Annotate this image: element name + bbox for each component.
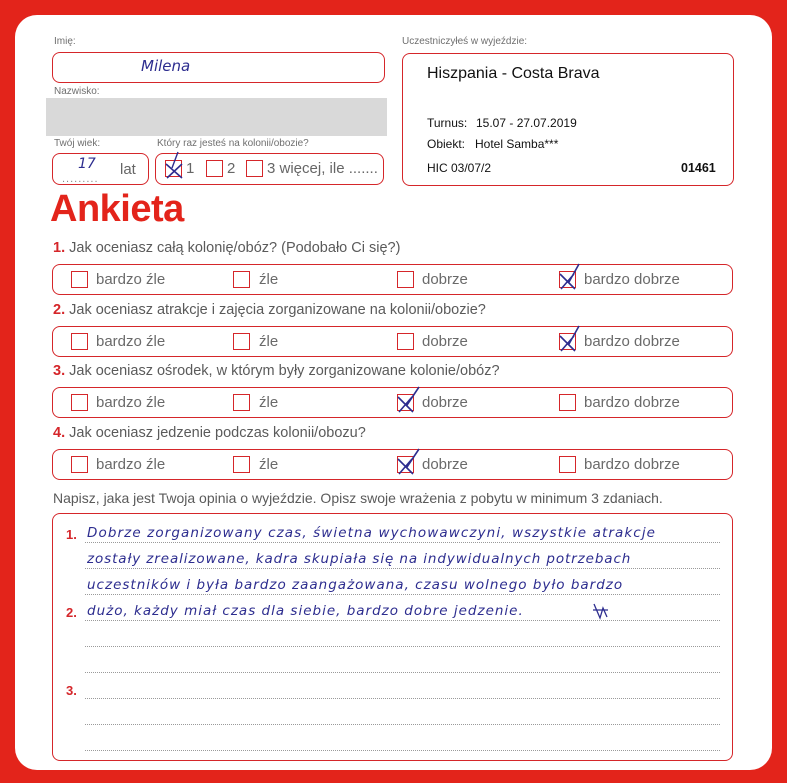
q3-option-bardzo-zle: bardzo źle (96, 394, 166, 411)
trip-destination: Hiszpania - Costa Brava (427, 65, 600, 82)
scribble-mark (591, 600, 611, 620)
q4-option-bardzo-dobrze: bardzo dobrze (584, 456, 680, 473)
question-1: 1. Jak oceniasz całą kolonię/obóz? (Podobało Ci się?) (53, 240, 401, 256)
trip-code: HIC 03/07/2 (427, 161, 492, 175)
ktory-raz-label: Który raz jesteś na kolonii/obozie? (157, 138, 309, 149)
turnus-value: 15.07 - 27.07.2019 (476, 116, 577, 130)
obiekt-value: Hotel Samba*** (475, 137, 559, 151)
q2-option-bardzo-zle: bardzo źle (96, 333, 166, 350)
writing-line (85, 724, 720, 725)
imie-field[interactable] (52, 52, 385, 83)
q2-option-zle: źle (259, 333, 279, 350)
obiekt-label: Obiekt: (427, 137, 466, 151)
q1-option-dobrze: dobrze (422, 271, 468, 288)
writing-line (85, 620, 720, 621)
nazwisko-label: Nazwisko: (54, 86, 100, 97)
q4-checkbox-bardzo-dobrze[interactable] (559, 456, 576, 473)
question-4: 4. Jak oceniasz jedzenie podczas kolonii/obozu? (53, 425, 366, 441)
handwritten-line-4: dużo, każdy miał czas dla siebie, bardzo dobre jedzenie. (87, 603, 524, 619)
question-4-options (52, 449, 733, 480)
q1-option-bardzo-dobrze: bardzo dobrze (584, 271, 680, 288)
writing-line (85, 568, 720, 569)
wiek-unit: lat (120, 161, 136, 178)
q2-option-bardzo-dobrze: bardzo dobrze (584, 333, 680, 350)
question-2-options (52, 326, 733, 357)
nazwisko-redaction (46, 98, 387, 136)
q1-checkbox-zle[interactable] (233, 271, 250, 288)
q3-checkbox-bardzo-dobrze[interactable] (559, 394, 576, 411)
uczestniczyles-label: Uczestniczyłeś w wyjeździe: (402, 36, 528, 47)
wiek-field[interactable] (52, 153, 149, 185)
writing-line (85, 594, 720, 595)
q3-checkbox-zle[interactable] (233, 394, 250, 411)
q3-option-bardzo-dobrze: bardzo dobrze (584, 394, 680, 411)
turnus-label: Turnus: (427, 116, 468, 130)
q4-checkbox-zle[interactable] (233, 456, 250, 473)
ktory-raz-field (155, 153, 384, 185)
q4-checkbox-dobrze[interactable] (397, 456, 414, 473)
writing-line (85, 672, 720, 673)
ktory-raz-option-3: 3 więcej, ile ....... (267, 160, 378, 177)
question-2: 2. Jak oceniasz atrakcje i zajęcia zorganizowane na kolonii/obozie? (53, 302, 486, 318)
q1-option-bardzo-zle: bardzo źle (96, 271, 166, 288)
opinion-prompt: Napisz, jaka jest Twoja opinia o wyjeździe. Opisz swoje wrażenia z pobytu w minimum 3 zdaniach. (53, 490, 663, 506)
handwritten-line-2: zostały zrealizowane, kadra skupiała się na indywidualnych potrzebach (87, 551, 632, 567)
handwritten-line-1: Dobrze zorganizowany czas, świetna wychowawczyni, wszystkie atrakcje (87, 525, 657, 541)
trip-number: 01461 (681, 161, 716, 175)
opinion-number-1: 1. (66, 527, 77, 542)
imie-label: Imię: (54, 36, 76, 47)
wiek-dots: ......... (62, 173, 99, 185)
writing-line (85, 646, 720, 647)
question-1-options (52, 264, 733, 295)
q3-checkbox-bardzo-zle[interactable] (71, 394, 88, 411)
q2-checkbox-bardzo-zle[interactable] (71, 333, 88, 350)
question-3: 3. Jak oceniasz ośrodek, w którym były zorganizowane kolonie/obóz? (53, 363, 500, 379)
writing-line (85, 750, 720, 751)
ktory-raz-option-1: 1 (186, 160, 195, 177)
opinion-number-3: 3. (66, 683, 77, 698)
page-title: Ankieta (50, 188, 184, 230)
q1-checkbox-bardzo-dobrze[interactable] (559, 271, 576, 288)
q3-option-dobrze: dobrze (422, 394, 468, 411)
q3-checkbox-dobrze[interactable] (397, 394, 414, 411)
ktory-raz-option-2: 2 (227, 160, 236, 177)
q4-option-bardzo-zle: bardzo źle (96, 456, 166, 473)
q2-checkbox-zle[interactable] (233, 333, 250, 350)
q1-option-zle: źle (259, 271, 279, 288)
imie-value: Milena (141, 57, 191, 75)
q4-option-zle: źle (259, 456, 279, 473)
q4-option-dobrze: dobrze (422, 456, 468, 473)
q2-checkbox-bardzo-dobrze[interactable] (559, 333, 576, 350)
writing-line (85, 698, 720, 699)
q4-checkbox-bardzo-zle[interactable] (71, 456, 88, 473)
handwritten-line-3: uczestników i była bardzo zaangażowana, czasu wolnego było bardzo (87, 577, 624, 593)
q2-option-dobrze: dobrze (422, 333, 468, 350)
ktory-raz-checkbox-1[interactable] (165, 160, 182, 177)
q2-checkbox-dobrze[interactable] (397, 333, 414, 350)
ktory-raz-checkbox-2[interactable] (206, 160, 223, 177)
q1-checkbox-dobrze[interactable] (397, 271, 414, 288)
opinion-number-2: 2. (66, 605, 77, 620)
q1-checkbox-bardzo-zle[interactable] (71, 271, 88, 288)
writing-line (85, 542, 720, 543)
opinion-box[interactable] (52, 513, 733, 761)
trip-info-box (402, 53, 734, 186)
q3-option-zle: źle (259, 394, 279, 411)
ktory-raz-checkbox-3[interactable] (246, 160, 263, 177)
wiek-label: Twój wiek: (54, 138, 101, 149)
question-3-options (52, 387, 733, 418)
wiek-value: 17 (78, 156, 96, 172)
